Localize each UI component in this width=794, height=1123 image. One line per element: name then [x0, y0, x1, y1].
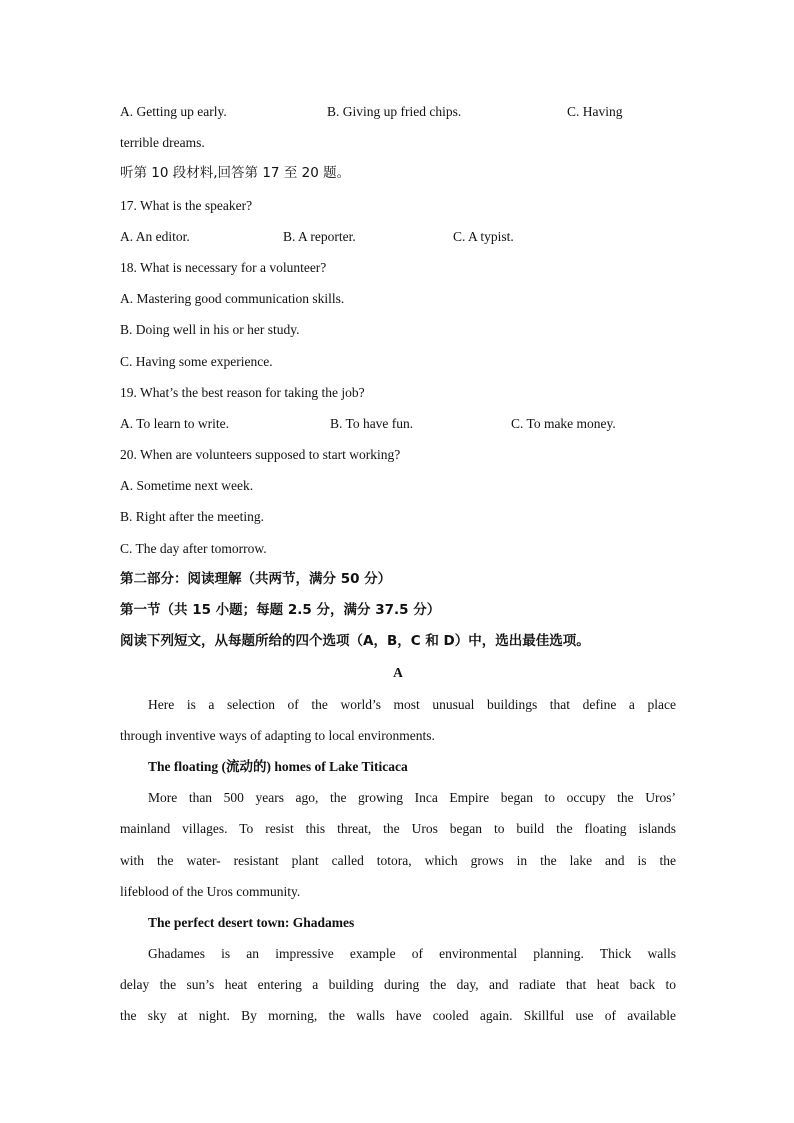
paragraph1-line-4: lifeblood of the Uros community.	[120, 883, 301, 899]
paragraph1-line-3: with the water- resistant plant called totora, which grows in the lake and is the	[120, 852, 676, 868]
q17-option-b: B. A reporter.	[283, 228, 356, 244]
q20-option-c: C. The day after tomorrow.	[120, 540, 267, 556]
q19-option-c: C. To make money.	[511, 415, 616, 431]
q20-option-b: B. Right after the meeting.	[120, 509, 264, 525]
q19-stem: 19. What’s the best reason for taking the job?	[120, 384, 365, 400]
exam-page	[120, 96, 676, 1032]
q16-options-row	[120, 96, 676, 127]
subheading-desert-town: The perfect desert town: Ghadames	[148, 914, 355, 930]
q19-option-b: B. To have fun.	[330, 415, 414, 431]
section10-instruction: 听第 10 段材料,回答第 17 至 20 题。	[120, 165, 351, 182]
q16-option-b: B. Giving up fried chips.	[327, 104, 462, 119]
paragraph2-line-1: Ghadames is an impressive example of environmental planning. Thick walls	[148, 946, 676, 962]
q16-option-c: C. Having	[567, 104, 623, 119]
subheading-floating-homes: The floating (流动的) homes of Lake Titicaca	[148, 758, 408, 774]
paragraph2-line-2: delay the sun’s heat entering a building during the day, and radiate that heat back to	[120, 977, 676, 993]
q18-option-a: A. Mastering good communication skills.	[120, 291, 345, 307]
q18-option-c: C. Having some experience.	[120, 353, 273, 369]
q20-stem: 20. When are volunteers supposed to start working?	[120, 447, 401, 463]
q20-option-a: A. Sometime next week.	[120, 478, 254, 494]
part2-section1-heading: 第一节（共 15 小题；每题 2.5 分，满分 37.5 分）	[120, 602, 441, 618]
q18-option-b: B. Doing well in his or her study.	[120, 322, 300, 338]
q17-stem: 17. What is the speaker?	[120, 197, 253, 213]
q17-option-a: A. An editor.	[120, 228, 190, 244]
paragraph2-line-3: the sky at night. By morning, the walls have cooled again. Skillful use of available	[120, 1008, 676, 1024]
passage-label: A	[393, 665, 403, 681]
paragraph1-line-2: mainland villages. To resist this threat, the Uros began to build the floating islands	[120, 821, 676, 837]
q16-option-c-continued: terrible dreams.	[120, 135, 205, 151]
q17-option-c: C. A typist.	[453, 228, 514, 244]
passage-intro-line-2: through inventive ways of adapting to local environments.	[120, 727, 435, 743]
q16-option-a: A. Getting up early.	[120, 104, 227, 119]
q18-stem: 18. What is necessary for a volunteer?	[120, 259, 327, 275]
q19-option-a: A. To learn to write.	[120, 415, 230, 431]
part2-heading: 第二部分：阅读理解（共两节，满分 50 分）	[120, 570, 392, 587]
q19-options-row	[120, 408, 676, 439]
passage-intro-line-1: Here is a selection of the world’s most unusual buildings that define a place	[148, 696, 676, 712]
q17-options-row	[120, 221, 676, 252]
part2-instruction: 阅读下列短文，从每题所给的四个选项（A，B，C 和 D）中，选出最佳选项。	[120, 633, 590, 650]
paragraph1-line-1: More than 500 years ago, the growing Inca Empire began to occupy the Uros’	[148, 790, 676, 806]
